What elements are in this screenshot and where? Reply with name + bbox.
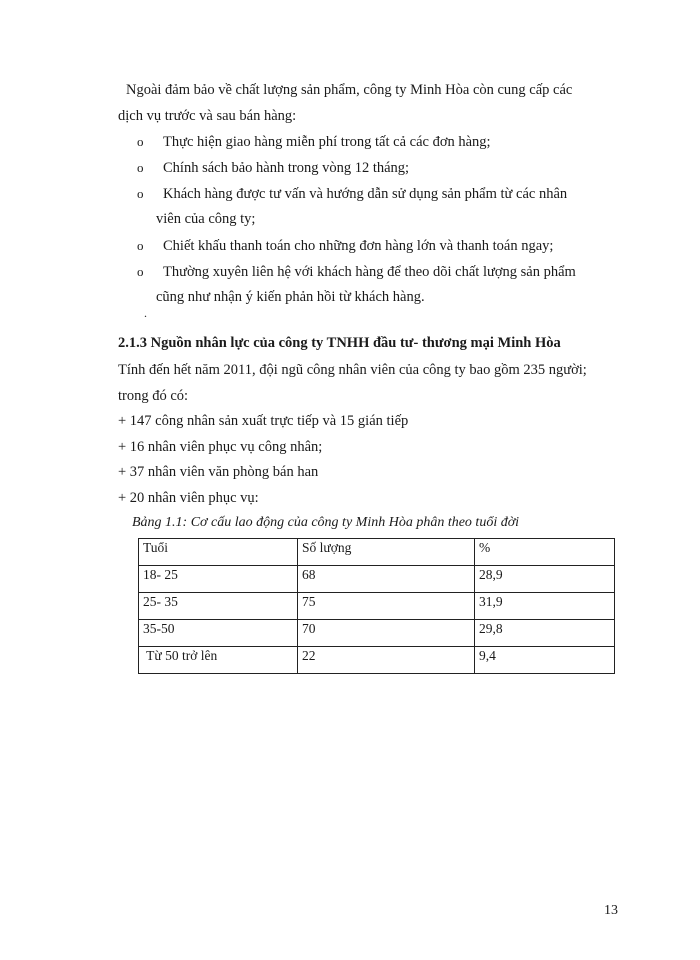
stray-dot: . [144, 306, 147, 320]
cell-percent: 28,9 [475, 566, 615, 593]
bullet-marker: o [137, 186, 144, 201]
staff-item-4: + 20 nhân viên phục vụ: [118, 490, 259, 506]
bullet-item-2: Chính sách bảo hành trong vòng 12 tháng; [163, 160, 410, 176]
staff-item-1: + 147 công nhân sản xuất trực tiếp và 15 gián tiếp [118, 413, 409, 429]
page-number: 13 [604, 903, 618, 918]
staff-item-2: + 16 nhân viên phục vụ công nhân; [118, 439, 323, 455]
header-age: Tuổi [139, 539, 298, 566]
cell-quantity: 70 [298, 620, 475, 647]
cell-percent: 31,9 [475, 593, 615, 620]
bullet-marker: o [137, 160, 144, 175]
cell-percent: 29,8 [475, 620, 615, 647]
table-header-row [139, 539, 615, 566]
table-row [139, 620, 615, 647]
table-row [139, 593, 615, 620]
bullet-marker: o [137, 238, 144, 253]
bullet-marker: o [137, 264, 144, 279]
table-caption: Bảng 1.1: Cơ cấu lao động của công ty Minh Hòa phân theo tuổi đời [132, 515, 520, 530]
cell-age: 25- 35 [139, 593, 298, 620]
bullet-item-3-line-1: Khách hàng được tư vấn và hướng dẫn sử dụng sản phẩm từ các nhân [163, 186, 568, 202]
cell-age: 18- 25 [139, 566, 298, 593]
header-percent: % [475, 539, 615, 566]
intro-line-1: Ngoài đảm bảo về chất lượng sản phẩm, công ty Minh Hòa còn cung cấp các [126, 82, 573, 98]
bullet-item-3-line-2: viên của công ty; [156, 211, 256, 227]
table-row [139, 566, 615, 593]
age-structure-table [138, 538, 615, 674]
bullet-item-1: Thực hiện giao hàng miễn phí trong tất cả các đơn hàng; [163, 134, 491, 150]
header-quantity: Số lượng [298, 539, 475, 566]
intro-line-2: dịch vụ trước và sau bán hàng: [118, 108, 297, 124]
cell-percent: 9,4 [475, 647, 615, 674]
section-paragraph-line-2: trong đó có: [118, 388, 189, 404]
bullet-item-4: Chiết khấu thanh toán cho những đơn hàng lớn và thanh toán ngay; [163, 238, 554, 254]
section-heading: 2.1.3 Nguồn nhân lực của công ty TNHH đầu tư- thương mại Minh Hòa [118, 335, 561, 351]
cell-age: Từ 50 trở lên [139, 647, 298, 674]
cell-quantity: 68 [298, 566, 475, 593]
cell-quantity: 22 [298, 647, 475, 674]
section-paragraph-line-1: Tính đến hết năm 2011, đội ngũ công nhân viên của công ty bao gồm 235 người; [118, 362, 587, 378]
table-row [139, 647, 615, 674]
bullet-marker: o [137, 134, 144, 149]
bullet-item-5-line-2: cũng như nhận ý kiến phản hồi từ khách hàng. [156, 289, 425, 305]
bullet-item-5-line-1: Thường xuyên liên hệ với khách hàng để theo dõi chất lượng sản phẩm [163, 264, 576, 280]
staff-item-3: + 37 nhân viên văn phòng bán han [118, 464, 319, 480]
cell-age: 35-50 [139, 620, 298, 647]
cell-quantity: 75 [298, 593, 475, 620]
